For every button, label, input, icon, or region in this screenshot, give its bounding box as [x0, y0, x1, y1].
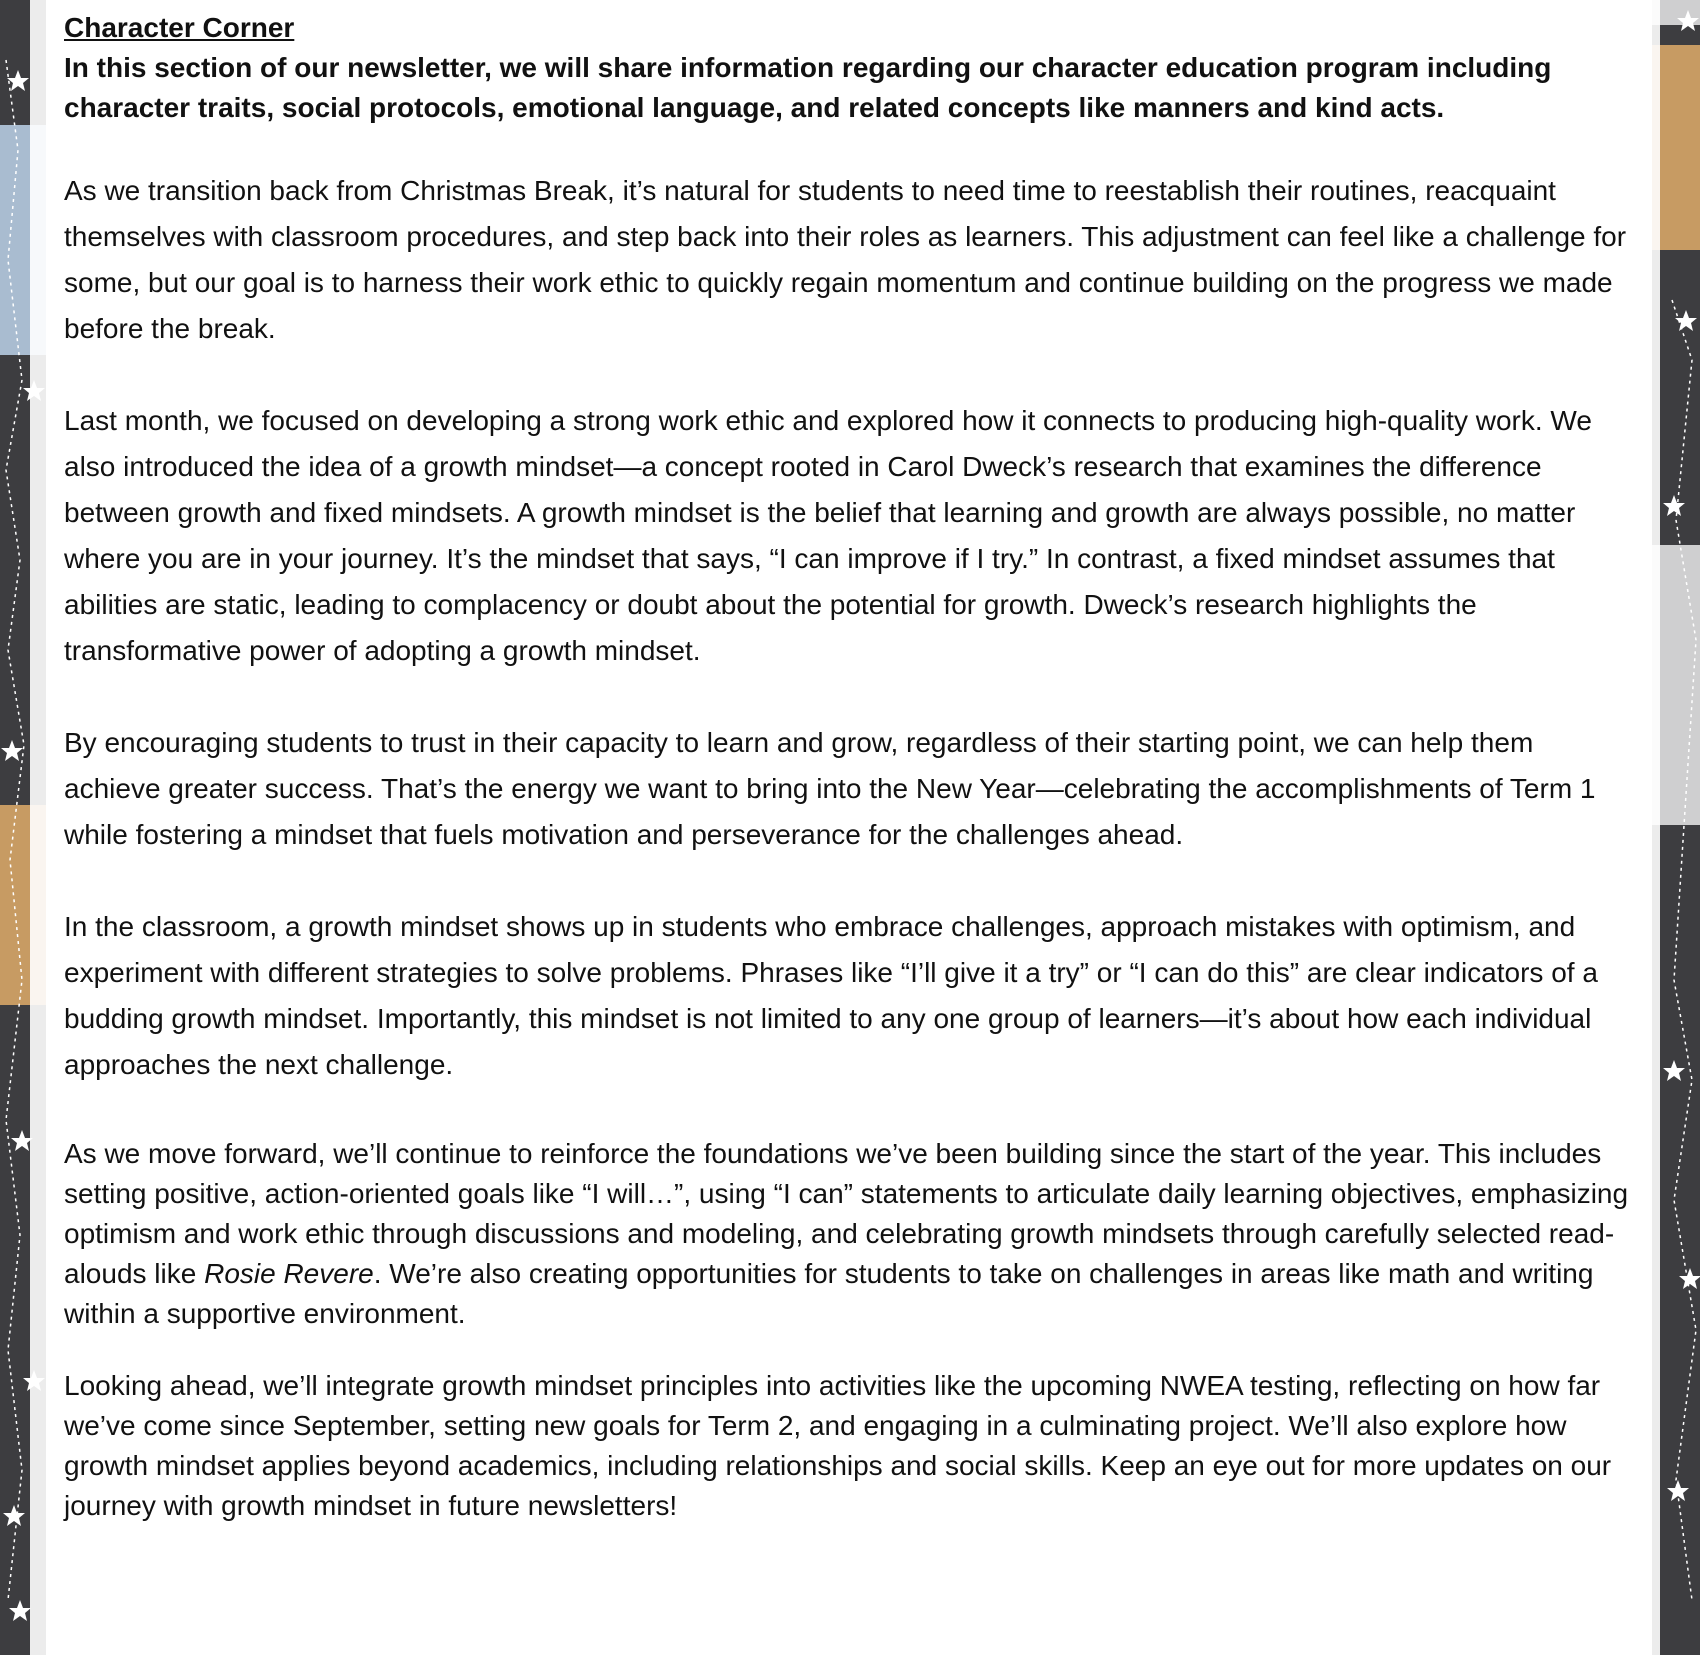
left-decorative-border — [0, 0, 46, 1655]
character-corner-section — [64, 8, 1636, 1526]
section-title: Character Corner — [64, 12, 295, 43]
paragraph-new-year: By encouraging students to trust in their capacity to learn and grow, regardless of their starting point, we can help them achieve greater success. That’s the energy we want to bring into the New Year—celebrating the accomplishments of Term 1 while fostering a mindset that fuels motivation and perseverance for the challenges ahead. — [64, 727, 1596, 850]
paragraph-transition: As we transition back from Christmas Break, it’s natural for students to need time to reestablish their routines, reacquaint themselves with classroom procedures, and step back into their roles as learners. This adjustment can feel like a challenge for some, but our goal is to harness their work ethic to quickly regain momentum and continue building on the progress we made before the break. — [64, 175, 1627, 344]
book-title: Rosie Revere — [204, 1258, 374, 1289]
paragraph-moving-forward-end: . We’re also creating opportunities for students to take on challenges in areas like math and writing within a supportive environment. — [64, 1258, 1594, 1329]
paragraph-growth-mindset: Last month, we focused on developing a strong work ethic and explored how it connects to producing high-quality work. We also introduced the idea of a growth mindset—a concept rooted in Carol Dweck’s research that examines the difference between growth and fixed mindsets. A growth mindset is the belief that learning and growth are always possible, no matter where you are in your journey. It’s the mindset that says, “I can improve if I try.” In contrast, a fixed mindset assumes that abilities are static, leading to complacency or doubt about the potential for growth. Dweck’s research highlights the transformative power of adopting a growth mindset. — [64, 405, 1592, 666]
section-intro: In this section of our newsletter, we will share information regarding our character education program including character traits, social protocols, emotional language, and related concepts like manners and kind acts. — [64, 52, 1552, 123]
left-border-art — [0, 0, 46, 1655]
paragraph-moving-forward — [64, 1134, 1636, 1334]
paragraph-classroom: In the classroom, a growth mindset shows up in students who embrace challenges, approach mistakes with optimism, and experiment with different strategies to solve problems. Phrases like “I’ll give it a try” or “I can do this” are clear indicators of a budding growth mindset. Importantly, this mindset is not limited to any one group of learners—it’s about how each individual approaches the next challenge. — [64, 911, 1598, 1080]
paragraph-moving-forward-text: As we move forward, we’ll continue to reinforce the foundations we’ve been building since the start of the year. This includes setting positive, action-oriented goals like “I will…”, using “I can” statements to articulate daily learning objectives, emphasizing optimism and work ethic through discussions and modeling, and celebrating growth mindsets through carefully selected read-alouds like — [64, 1138, 1629, 1289]
paragraph-looking-ahead: Looking ahead, we’ll integrate growth mindset principles into activities like the upcoming NWEA testing, reflecting on how far we’ve come since September, setting new goals for Term 2, and engaging in a culminating project. We’ll also explore how growth mindset applies beyond academics, including relationships and social skills. Keep an eye out for more updates on our journey with growth mindset in future newsletters! — [64, 1370, 1612, 1521]
right-decorative-border — [1652, 0, 1700, 1655]
right-border-art — [1652, 0, 1700, 1655]
